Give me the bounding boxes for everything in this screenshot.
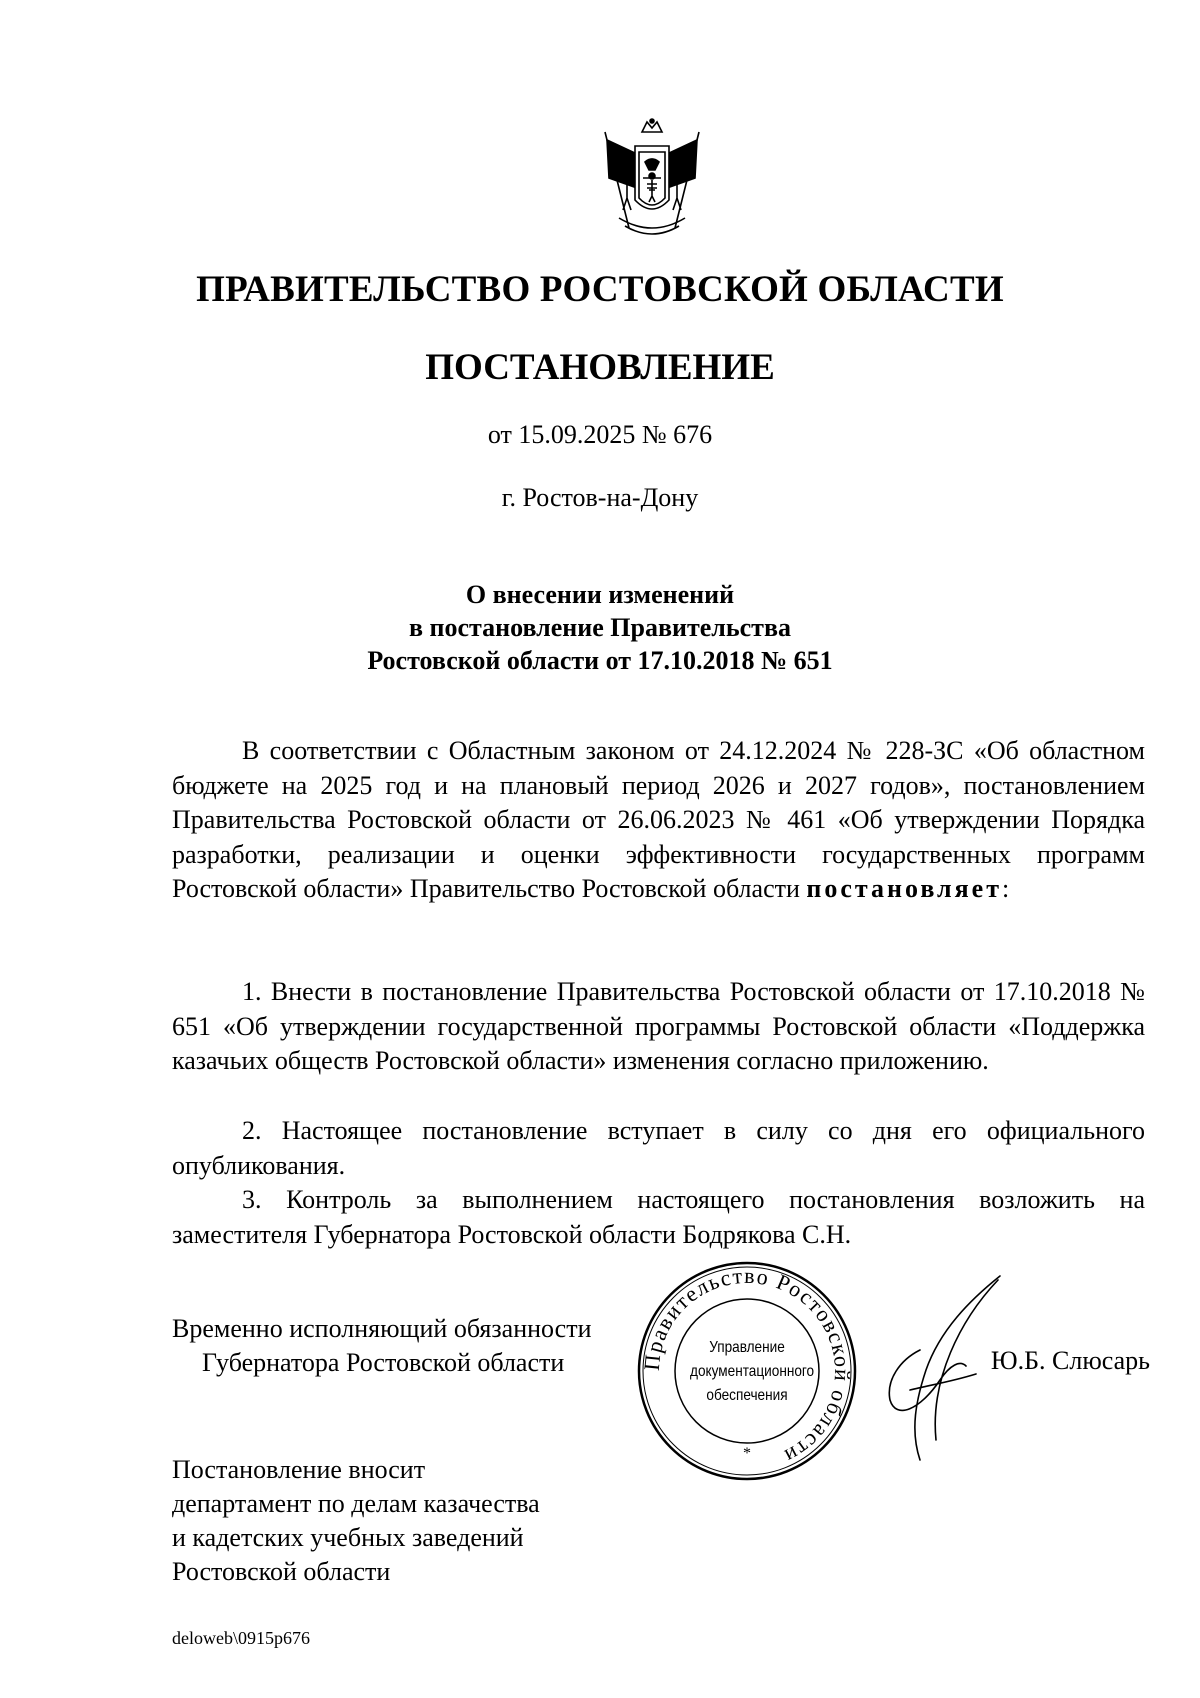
organization-title: ПРАВИТЕЛЬСТВО РОСТОВСКОЙ ОБЛАСТИ (196, 269, 1004, 310)
signatory-name: Ю.Б. Слюсарь (990, 1346, 1150, 1375)
document-city: г. Ростов-на-Дону (501, 483, 699, 512)
item-text: 1. Внести в постановление Правительства Ростовской области от 17.10.2018 № 651 «Об утверждении государственной программы Ростовской области «Поддержка казачьих обществ Ростовской области» изменения согласно приложению. (172, 977, 1145, 1075)
subject-line: О внесении изменений (465, 580, 735, 609)
seal-ring-text: Правительство Ростовской области (638, 1262, 856, 1470)
preamble-text: В соответствии с Областным законом от 24.12.2024 № 228-ЗС «Об областном бюджете на 2025 год и на плановый период 2026 и 2027 годов», постановлением Правительства Ростовской области от 26.06.2023 № 461 «Об утверждении Порядка разработки, реализации и оценки эффективности государственных программ Ростовской области» Правительство Ростовской области (172, 736, 1145, 903)
seal-inner-text (690, 1336, 815, 1408)
item-text: 2. Настоящее постановление вступает в силу со дня его официального опубликования. (172, 1116, 1145, 1180)
seal-star: * (743, 1445, 751, 1462)
subject-line: в постановление Правительства (408, 613, 791, 642)
position-line: Временно исполняющий обязанности (172, 1314, 592, 1343)
document-subject (0, 578, 1200, 677)
seal-inner-line: документационного (690, 1363, 815, 1380)
submitter-block (172, 1453, 540, 1589)
item-paragraph-2 (172, 1114, 1145, 1183)
submitter-line: и кадетских учебных заведений (172, 1523, 524, 1552)
document-date-number: от 15.09.2025 № 676 (487, 420, 713, 449)
item-text: 3. Контроль за выполнением настоящего постановления возложить на заместителя Губернатора Ростовской области Бодрякова С.Н. (172, 1185, 1145, 1249)
item-paragraph-1 (172, 975, 1145, 1079)
decision-suffix: : (1002, 874, 1010, 903)
subject-line: Ростовской области от 17.10.2018 № 651 (367, 646, 833, 675)
submitter-line: Постановление вносит (172, 1455, 426, 1484)
decision-word: постановляет (806, 874, 1002, 903)
seal-inner-line: Управление (709, 1339, 785, 1356)
document-type: ПОСТАНОВЛЕНИЕ (425, 347, 775, 388)
coat-of-arms-icon (597, 118, 707, 240)
footer-document-code: deloweb\0915p676 (172, 1628, 310, 1648)
position-line: Губернатора Ростовской области (202, 1348, 565, 1377)
submitter-line: департамент по делам казачества (172, 1489, 540, 1518)
seal-inner-line: обеспечения (706, 1387, 788, 1404)
preamble-paragraph (172, 734, 1145, 907)
submitter-line: Ростовской области (172, 1557, 391, 1586)
item-paragraph-3 (172, 1183, 1145, 1252)
signatory-position (172, 1312, 592, 1380)
